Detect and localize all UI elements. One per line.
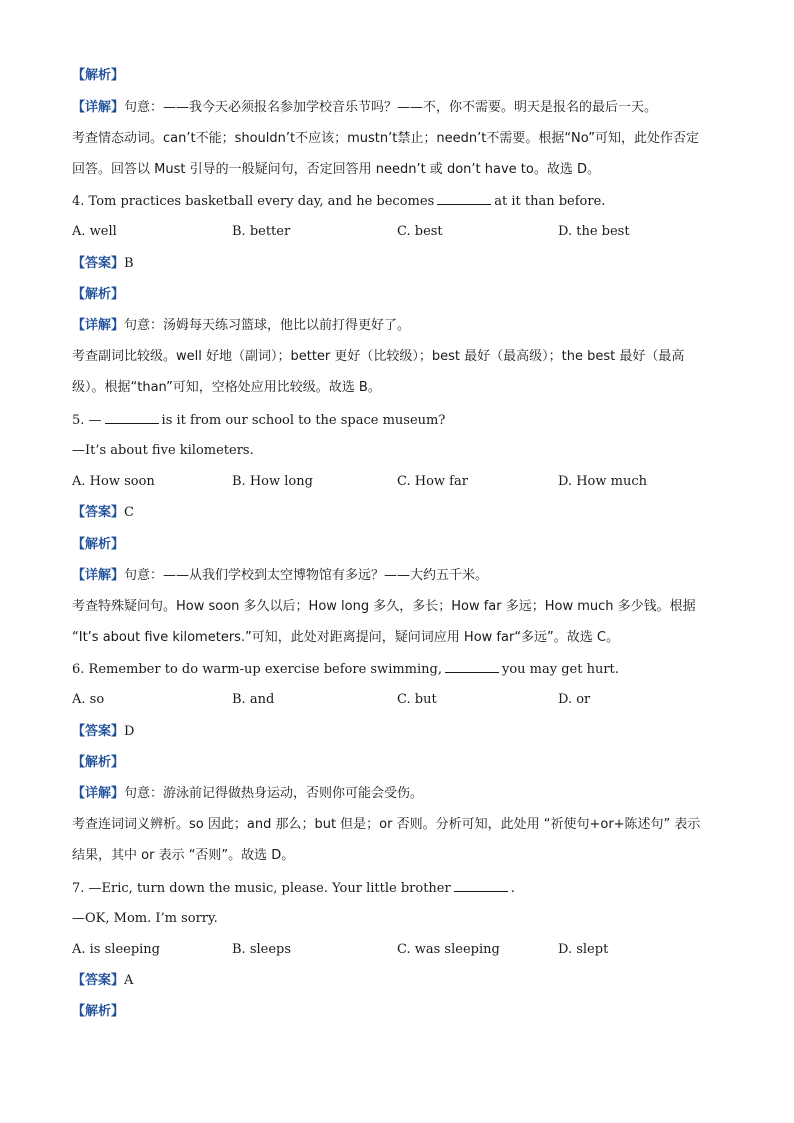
q7-option-c: C. was sleeping [397, 942, 500, 957]
q4-detail [72, 317, 732, 335]
q4-option-b: B. better [232, 224, 291, 239]
q5-stem-before: 5. — [72, 413, 102, 428]
q4-option-a: A. well [72, 224, 117, 239]
q7-stem-after: . [510, 881, 515, 896]
q7-option-b: B. sleeps [232, 942, 292, 957]
q5-stem [72, 411, 732, 430]
analysis-label: 【解析】 [72, 287, 125, 302]
q5-explain-line2: “It’s about five kilometers.”可知，此处对距离提问，疑问词应用 How far“多远”。故选 C。 [72, 630, 619, 645]
q5-detail-text: 句意：——从我们学校到太空博物馆有多远？——大约五千米。 [124, 568, 489, 583]
q4-stem-before: 4. Tom practices basketball every day, and he becomes [72, 194, 435, 209]
q6-stem-after: you may get hurt. [502, 662, 619, 677]
q4-explain-line1: 考查副词比较级。well 好地（副词）；better 更好（比较级）；best 最好（最高级）；the best 最好（最高 [72, 349, 685, 364]
q5-option-d: D. How much [558, 474, 648, 489]
q4-blank [437, 192, 491, 205]
detail-label: 【详解】 [72, 318, 125, 333]
q6-answer-value: D [124, 724, 135, 739]
q5-answer-value: C [124, 505, 134, 520]
answer-label: 【答案】 [72, 724, 125, 739]
q6-explain-line1: 考查连词词义辨析。so 因此；and 那么；but 但是；or 否则。分析可知，此处用 “祈使句+or+陈述句” 表示 [72, 817, 701, 832]
q4-option-c: C. best [397, 224, 443, 239]
detail-label: 【详解】 [72, 568, 125, 583]
q6-option-a: A. so [72, 692, 105, 707]
q6-option-c: C. but [397, 692, 437, 707]
answer-label: 【答案】 [72, 256, 125, 271]
q6-detail [72, 785, 732, 803]
q5-answer [72, 504, 732, 522]
q6-option-d: D. or [558, 692, 591, 707]
detail-label: 【详解】 [72, 100, 125, 115]
q6-option-b: B. and [232, 692, 275, 707]
detail-label: 【详解】 [72, 786, 125, 801]
q6-answer [72, 723, 732, 741]
q4-detail-text: 句意：汤姆每天练习篮球，他比以前打得更好了。 [124, 318, 411, 333]
q5-detail [72, 567, 732, 585]
q6-blank [445, 660, 499, 673]
q5-blank [105, 411, 159, 424]
answer-label: 【答案】 [72, 505, 125, 520]
q4-stem [72, 192, 732, 211]
q7-reply: —OK, Mom. I’m sorry. [72, 911, 218, 926]
analysis-label: 【解析】 [72, 755, 125, 770]
q4-answer [72, 255, 732, 273]
q6-detail-text: 句意：游泳前记得做热身运动，否则你可能会受伤。 [124, 786, 424, 801]
analysis-label: 【解析】 [72, 68, 125, 83]
q4-option-d: D. the best [558, 224, 630, 239]
q3-explain-line1: 考查情态动词。can’t不能；shouldn’t不应该；mustn’t禁止；needn’t不需要。根据“No”可知，此处作否定 [72, 131, 700, 146]
q7-option-d: D. slept [558, 942, 609, 957]
q5-reply: —It’s about five kilometers. [72, 443, 254, 458]
answer-label: 【答案】 [72, 973, 125, 988]
q3-detail-text: 句意：——我今天必须报名参加学校音乐节吗？——不，你不需要。明天是报名的最后一天。 [124, 100, 658, 115]
q5-stem-after: is it from our school to the space museum? [161, 413, 446, 428]
analysis-label: 【解析】 [72, 1004, 125, 1019]
q7-blank [454, 879, 508, 892]
q7-answer-value: A [124, 973, 134, 988]
q5-option-c: C. How far [397, 474, 468, 489]
q7-option-a: A. is sleeping [72, 942, 161, 957]
q7-stem [72, 879, 732, 898]
q5-option-a: A. How soon [72, 474, 155, 489]
q4-stem-after: at it than before. [494, 194, 606, 209]
q6-stem [72, 660, 732, 679]
q3-detail [72, 99, 732, 117]
q4-explain-line2: 级）。根据“than”可知，空格处应用比较级。故选 B。 [72, 380, 381, 395]
q6-stem-before: 6. Remember to do warm-up exercise before swimming, [72, 662, 442, 677]
q4-answer-value: B [124, 256, 134, 271]
q7-stem-before: 7. —Eric, turn down the music, please. Your little brother [72, 881, 451, 896]
analysis-label: 【解析】 [72, 537, 125, 552]
q3-explain-line2: 回答。回答以 Must 引导的一般疑问句，否定回答用 needn’t 或 don’t have to。故选 D。 [72, 162, 600, 177]
q5-explain-line1: 考查特殊疑问句。How soon 多久以后；How long 多久，多长；How far 多远；How much 多少钱。根据 [72, 599, 696, 614]
q5-option-b: B. How long [232, 474, 313, 489]
q7-answer [72, 972, 732, 990]
q6-explain-line2: 结果，其中 or 表示 “否则”。故选 D。 [72, 848, 295, 863]
